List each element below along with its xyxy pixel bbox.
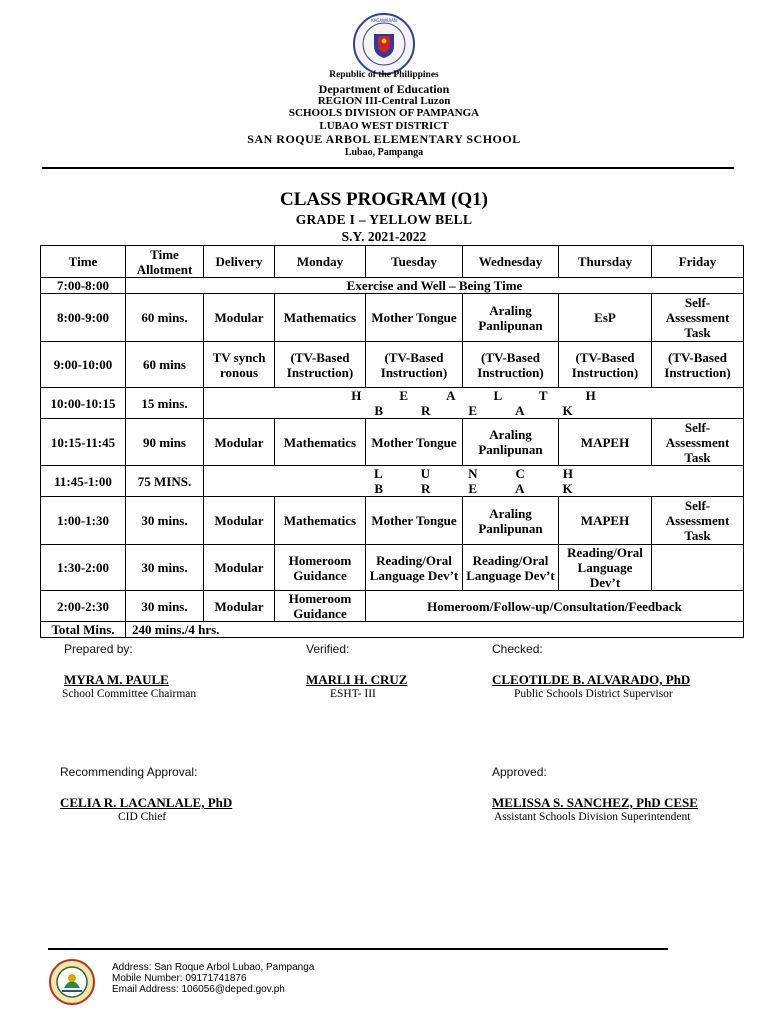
table-row — [41, 545, 744, 591]
subject-cell: Homeroom Guidance — [275, 591, 366, 622]
allotment-cell: 60 mins — [126, 342, 204, 388]
header-region: REGION III-Central Luzon — [317, 95, 451, 107]
school-logo-icon — [48, 958, 96, 1006]
time-cell: 8:00-9:00 — [41, 294, 126, 342]
col-header: Monday — [275, 246, 366, 278]
school-year: S.Y. 2021-2022 — [341, 229, 427, 244]
page-title: CLASS PROGRAM (Q1) — [280, 189, 488, 210]
prepared-position: School Committee Chairman — [62, 688, 197, 700]
time-cell: 10:15-11:45 — [41, 419, 126, 466]
allotment-cell: 75 MINS. — [126, 466, 204, 497]
recommending-name: CELIA R. LACANLALE, PhD — [60, 795, 233, 810]
verified-name: MARLI H. CRUZ — [306, 672, 408, 687]
col-header: Friday — [652, 246, 744, 278]
subject-cell: Reading/Oral Language Dev’t — [366, 545, 463, 591]
col-header: Time — [41, 246, 126, 278]
subject-cell: MAPEH — [559, 419, 652, 466]
header-divider — [42, 167, 734, 169]
subject-cell: Araling Panlipunan — [463, 419, 559, 466]
subject-cell: Mother Tongue — [366, 497, 463, 545]
checked-position: Public Schools District Supervisor — [514, 688, 673, 700]
footer-email: Email Address: 106056@deped.gov.ph — [112, 984, 285, 995]
allotment-cell: 30 mins. — [126, 497, 204, 545]
time-cell: 1:00-1:30 — [41, 497, 126, 545]
col-header: Wednesday — [463, 246, 559, 278]
subject-cell: EsP — [559, 294, 652, 342]
span-cell: Exercise and Well – Being Time — [126, 278, 744, 294]
subject-cell: Araling Panlipunan — [463, 497, 559, 545]
header-division: SCHOOLS DIVISION OF PAMPANGA — [288, 107, 480, 119]
approved-position: Assistant Schools Division Superintendent — [494, 811, 691, 823]
table-row — [41, 466, 744, 497]
time-cell: 1:30-2:00 — [41, 545, 126, 591]
delivery-cell: Modular — [204, 497, 275, 545]
prepared-name: MYRA M. PAULE — [64, 672, 169, 687]
table-row — [41, 591, 744, 622]
class-program-table — [40, 245, 744, 638]
header-department: Department of Education — [318, 82, 450, 96]
subject-cell: Mathematics — [275, 497, 366, 545]
break-cell: HEALTH BREAK — [204, 388, 744, 419]
delivery-cell: Modular — [204, 419, 275, 466]
subject-cell — [652, 545, 744, 591]
table-row — [41, 294, 744, 342]
verified-position: ESHT- III — [330, 688, 376, 700]
subject-cell: (TV-Based Instruction) — [559, 342, 652, 388]
footer-mobile: Mobile Number: 09171741876 — [112, 973, 247, 984]
break-cell: LUNCH BREAK — [204, 466, 744, 497]
table-row — [41, 342, 744, 388]
subject-cell: Reading/Oral Language Dev’t — [463, 545, 559, 591]
table-row — [41, 388, 744, 419]
approved-label: Approved: — [492, 765, 547, 779]
subject-cell: MAPEH — [559, 497, 652, 545]
time-cell: 11:45-1:00 — [41, 466, 126, 497]
table-row — [41, 278, 744, 294]
header-district: LUBAO WEST DISTRICT — [319, 120, 449, 132]
allotment-cell: 30 mins. — [126, 591, 204, 622]
allotment-cell: 30 mins. — [126, 545, 204, 591]
subject-cell: Reading/Oral Language Dev’t — [559, 545, 652, 591]
subject-cell: (TV-Based Instruction) — [652, 342, 744, 388]
delivery-cell: Modular — [204, 591, 275, 622]
subject-cell: Mathematics — [275, 419, 366, 466]
subject-cell: Homeroom Guidance — [275, 545, 366, 591]
subject-cell: Araling Panlipunan — [463, 294, 559, 342]
page-subtitle: GRADE I – YELLOW BELL — [295, 212, 473, 227]
subject-cell: (TV-Based Instruction) — [463, 342, 559, 388]
subject-cell: Mathematics — [275, 294, 366, 342]
recommending-position: CID Chief — [118, 811, 167, 823]
time-cell: 10:00-10:15 — [41, 388, 126, 419]
verified-label: Verified: — [306, 642, 350, 656]
header-republic: Republic of the Philippines — [329, 70, 439, 80]
subject-cell: Mother Tongue — [366, 294, 463, 342]
subject-cell: (TV-Based Instruction) — [366, 342, 463, 388]
time-cell: 7:00-8:00 — [41, 278, 126, 294]
total-label: Total Mins. — [41, 622, 126, 638]
header-location: Lubao, Pampanga — [344, 147, 424, 158]
allotment-cell: 60 mins. — [126, 294, 204, 342]
header-school: SAN ROQUE ARBOL ELEMENTARY SCHOOL — [247, 132, 521, 146]
checked-name: CLEOTILDE B. ALVARADO, PhD — [492, 672, 691, 687]
col-header: Thursday — [559, 246, 652, 278]
col-header: Delivery — [204, 246, 275, 278]
table-row — [41, 497, 744, 545]
prepared-label: Prepared by: — [64, 642, 133, 656]
time-cell: 9:00-10:00 — [41, 342, 126, 388]
delivery-cell: Modular — [204, 294, 275, 342]
subject-cell: Self-Assessment Task — [652, 294, 744, 342]
subject-cell: (TV-Based Instruction) — [275, 342, 366, 388]
svg-text:KAGAWARAN: KAGAWARAN — [371, 18, 397, 23]
delivery-cell: TV synchronous — [204, 342, 275, 388]
span-cell: Homeroom/Follow-up/Consultation/Feedback — [366, 591, 744, 622]
deped-seal-icon — [352, 12, 416, 76]
approved-name: MELISSA S. SANCHEZ, PhD CESE — [492, 795, 698, 810]
allotment-cell: 15 mins. — [126, 388, 204, 419]
checked-label: Checked: — [492, 642, 543, 656]
subject-cell: Self-Assessment Task — [652, 497, 744, 545]
footer-address: Address: San Roque Arbol Lubao, Pampanga — [112, 962, 315, 973]
total-row — [41, 622, 744, 638]
col-header: Time Allotment — [126, 246, 204, 278]
allotment-cell: 90 mins — [126, 419, 204, 466]
table-header-row — [41, 246, 744, 278]
table-row — [41, 419, 744, 466]
subject-cell: Mother Tongue — [366, 419, 463, 466]
col-header: Tuesday — [366, 246, 463, 278]
subject-cell: Self-Assessment Task — [652, 419, 744, 466]
footer-divider — [48, 948, 668, 950]
delivery-cell: Modular — [204, 545, 275, 591]
total-value: 240 mins./4 hrs. — [126, 622, 744, 638]
recommending-label: Recommending Approval: — [60, 765, 198, 779]
time-cell: 2:00-2:30 — [41, 591, 126, 622]
